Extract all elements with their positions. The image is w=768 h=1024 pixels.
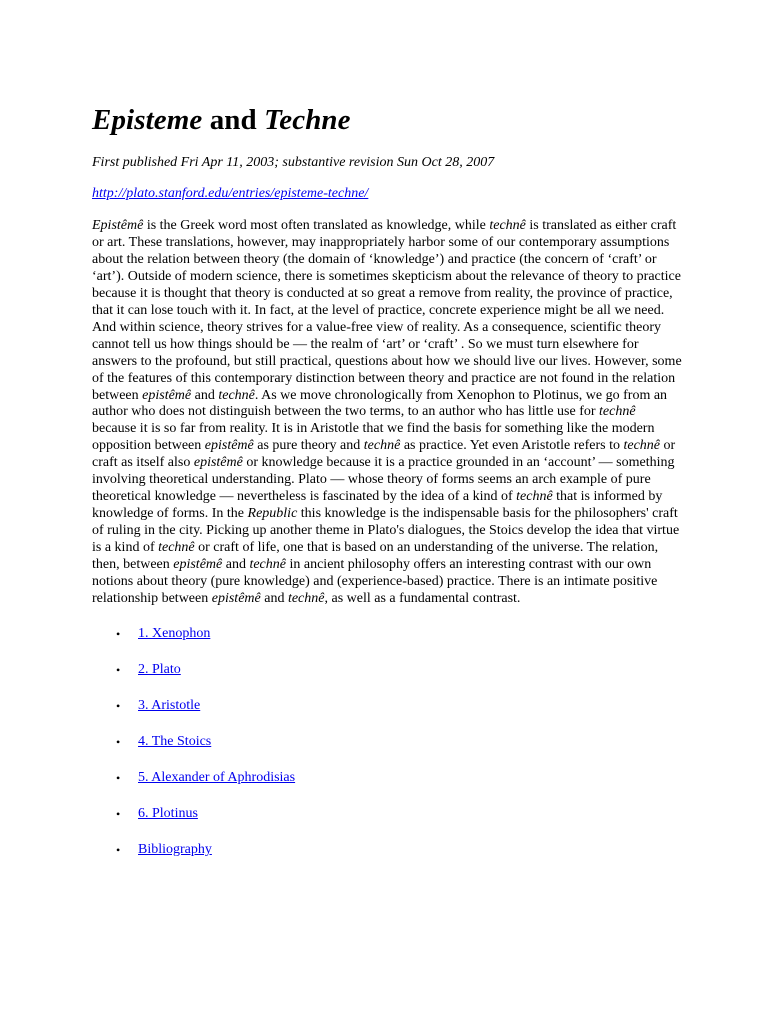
abstract-text: epistêmê <box>211 590 261 606</box>
abstract-text: and <box>260 590 288 606</box>
bullet-icon: • <box>116 698 121 713</box>
toc-link-plotinus[interactable]: 6. Plotinus <box>138 805 198 821</box>
abstract-text: epistêmê <box>193 455 243 471</box>
title-techne: Techne <box>264 104 351 136</box>
toc-item <box>92 769 682 805</box>
abstract-text: technê <box>287 590 325 606</box>
toc-item <box>92 841 682 877</box>
article <box>92 100 682 877</box>
bullet-icon: • <box>116 770 121 785</box>
abstract-text: and <box>222 557 250 573</box>
abstract-text: . As we move chronologically from Xenophon to Plotinus, we go from an author who does not distinguish between the two terms, to an author who has little use for <box>92 387 668 420</box>
abstract-text: technê <box>599 404 636 420</box>
toc-item <box>92 661 682 697</box>
title-episteme: Episteme <box>92 104 203 136</box>
bullet-icon: • <box>116 842 121 857</box>
abstract-text: or knowledge because it is a practice grounded in an ‘account’ — something involving theoretical understanding. Plato — whose theory of forms seems an arch example of pure theoretical knowledge — nevertheless is fascinated by the idea of a kind of <box>92 455 675 505</box>
abstract-text: is the Greek word most often translated as knowledge, while <box>143 218 490 233</box>
abstract-text: because it is so far from reality. It is in Aristotle that we find the basis for something like the modern opposition between <box>92 421 655 454</box>
toc-item <box>92 625 682 661</box>
abstract-text: epistêmê <box>142 387 192 403</box>
abstract-text: technê <box>623 438 660 454</box>
toc-item <box>92 733 682 769</box>
abstract-text: or craft of life, one that is based on an understanding of the universe. The relation, then, between <box>92 540 659 573</box>
bullet-icon: • <box>116 734 121 749</box>
toc-link-stoics[interactable]: 4. The Stoics <box>138 733 212 749</box>
abstract-text: this knowledge is the indispensable basis for the philosophers' craft of ruling in the city. Picking up another theme in Plato's dialogues, the Stoics develop the idea that virtue is a kind of <box>92 506 680 556</box>
abstract-text: is translated as either craft or art. These translations, however, may inappropriately harbor some of our contemporary assumptions about the relation between theory (the domain of ‘knowledge’) and practice (the concern of ‘craft’ or ‘art’). Outside of modern science, there is sometimes skepticism about the relevance of theory to practice because it is thought that theory is conducted at so great a remove from reality, the province of practice, that it can lose touch with it. In fact, at the level of practice, concrete experience might be all we need. And within science, theory strives for a value-free view of reality. As a consequence, scientific theory cannot tell us how things should be — the realm of ‘art’ or ‘craft’ . So we must turn elsewhere for answers to the profound, but still practical, questions about how we should live our lives. However, some of the features of this contemporary distinction between theory and practice are not found in the relation between <box>92 218 682 403</box>
bullet-icon: • <box>116 626 121 641</box>
entry-url-link[interactable]: http://plato.stanford.edu/entries/episteme-techne/ <box>92 186 369 201</box>
toc-link-plato[interactable]: 2. Plato <box>138 661 181 677</box>
bullet-icon: • <box>116 806 121 821</box>
toc-link-alexander[interactable]: 5. Alexander of Aphrodisias <box>138 769 296 785</box>
publication-info: First published Fri Apr 11, 2003; substantive revision Sun Oct 28, 2007 <box>92 155 495 170</box>
toc-link-bibliography[interactable]: Bibliography <box>138 841 212 857</box>
abstract-text: that is informed by knowledge of forms. In the <box>92 489 663 522</box>
abstract-text: and <box>191 387 219 403</box>
abstract-text: epistêmê <box>173 557 223 573</box>
abstract-text: technê <box>249 557 286 573</box>
abstract-text: technê <box>489 218 526 233</box>
abstract-text: as pure theory and <box>253 438 364 454</box>
abstract-text: in ancient philosophy offers an interesting contrast with our own notions about theory (pure knowledge) and (experience-based) practice. There is an intimate positive relationship between <box>92 557 658 606</box>
abstract-paragraph <box>92 218 682 608</box>
abstract-text: or craft as itself also <box>92 438 676 471</box>
title-and: and <box>202 104 265 136</box>
abstract-text: Republic <box>247 506 298 522</box>
abstract-text: , as well as a fundamental contrast. <box>324 590 521 606</box>
toc-link-xenophon[interactable]: 1. Xenophon <box>138 625 211 641</box>
bullet-icon: • <box>116 662 121 677</box>
abstract-text: technê <box>363 438 401 454</box>
page-title <box>92 100 682 140</box>
abstract-text: technê <box>516 489 553 505</box>
toc-item <box>92 697 682 733</box>
toc-link-aristotle[interactable]: 3. Aristotle <box>138 697 201 713</box>
abstract-text: epistêmê <box>204 438 254 454</box>
abstract-text: technê <box>218 387 255 403</box>
abstract-text: technê <box>158 540 195 556</box>
abstract-text: as practice. Yet even Aristotle refers to <box>400 438 624 454</box>
toc-item <box>92 805 682 841</box>
table-of-contents <box>92 625 682 877</box>
abstract-text: Epistêmê <box>92 218 144 233</box>
